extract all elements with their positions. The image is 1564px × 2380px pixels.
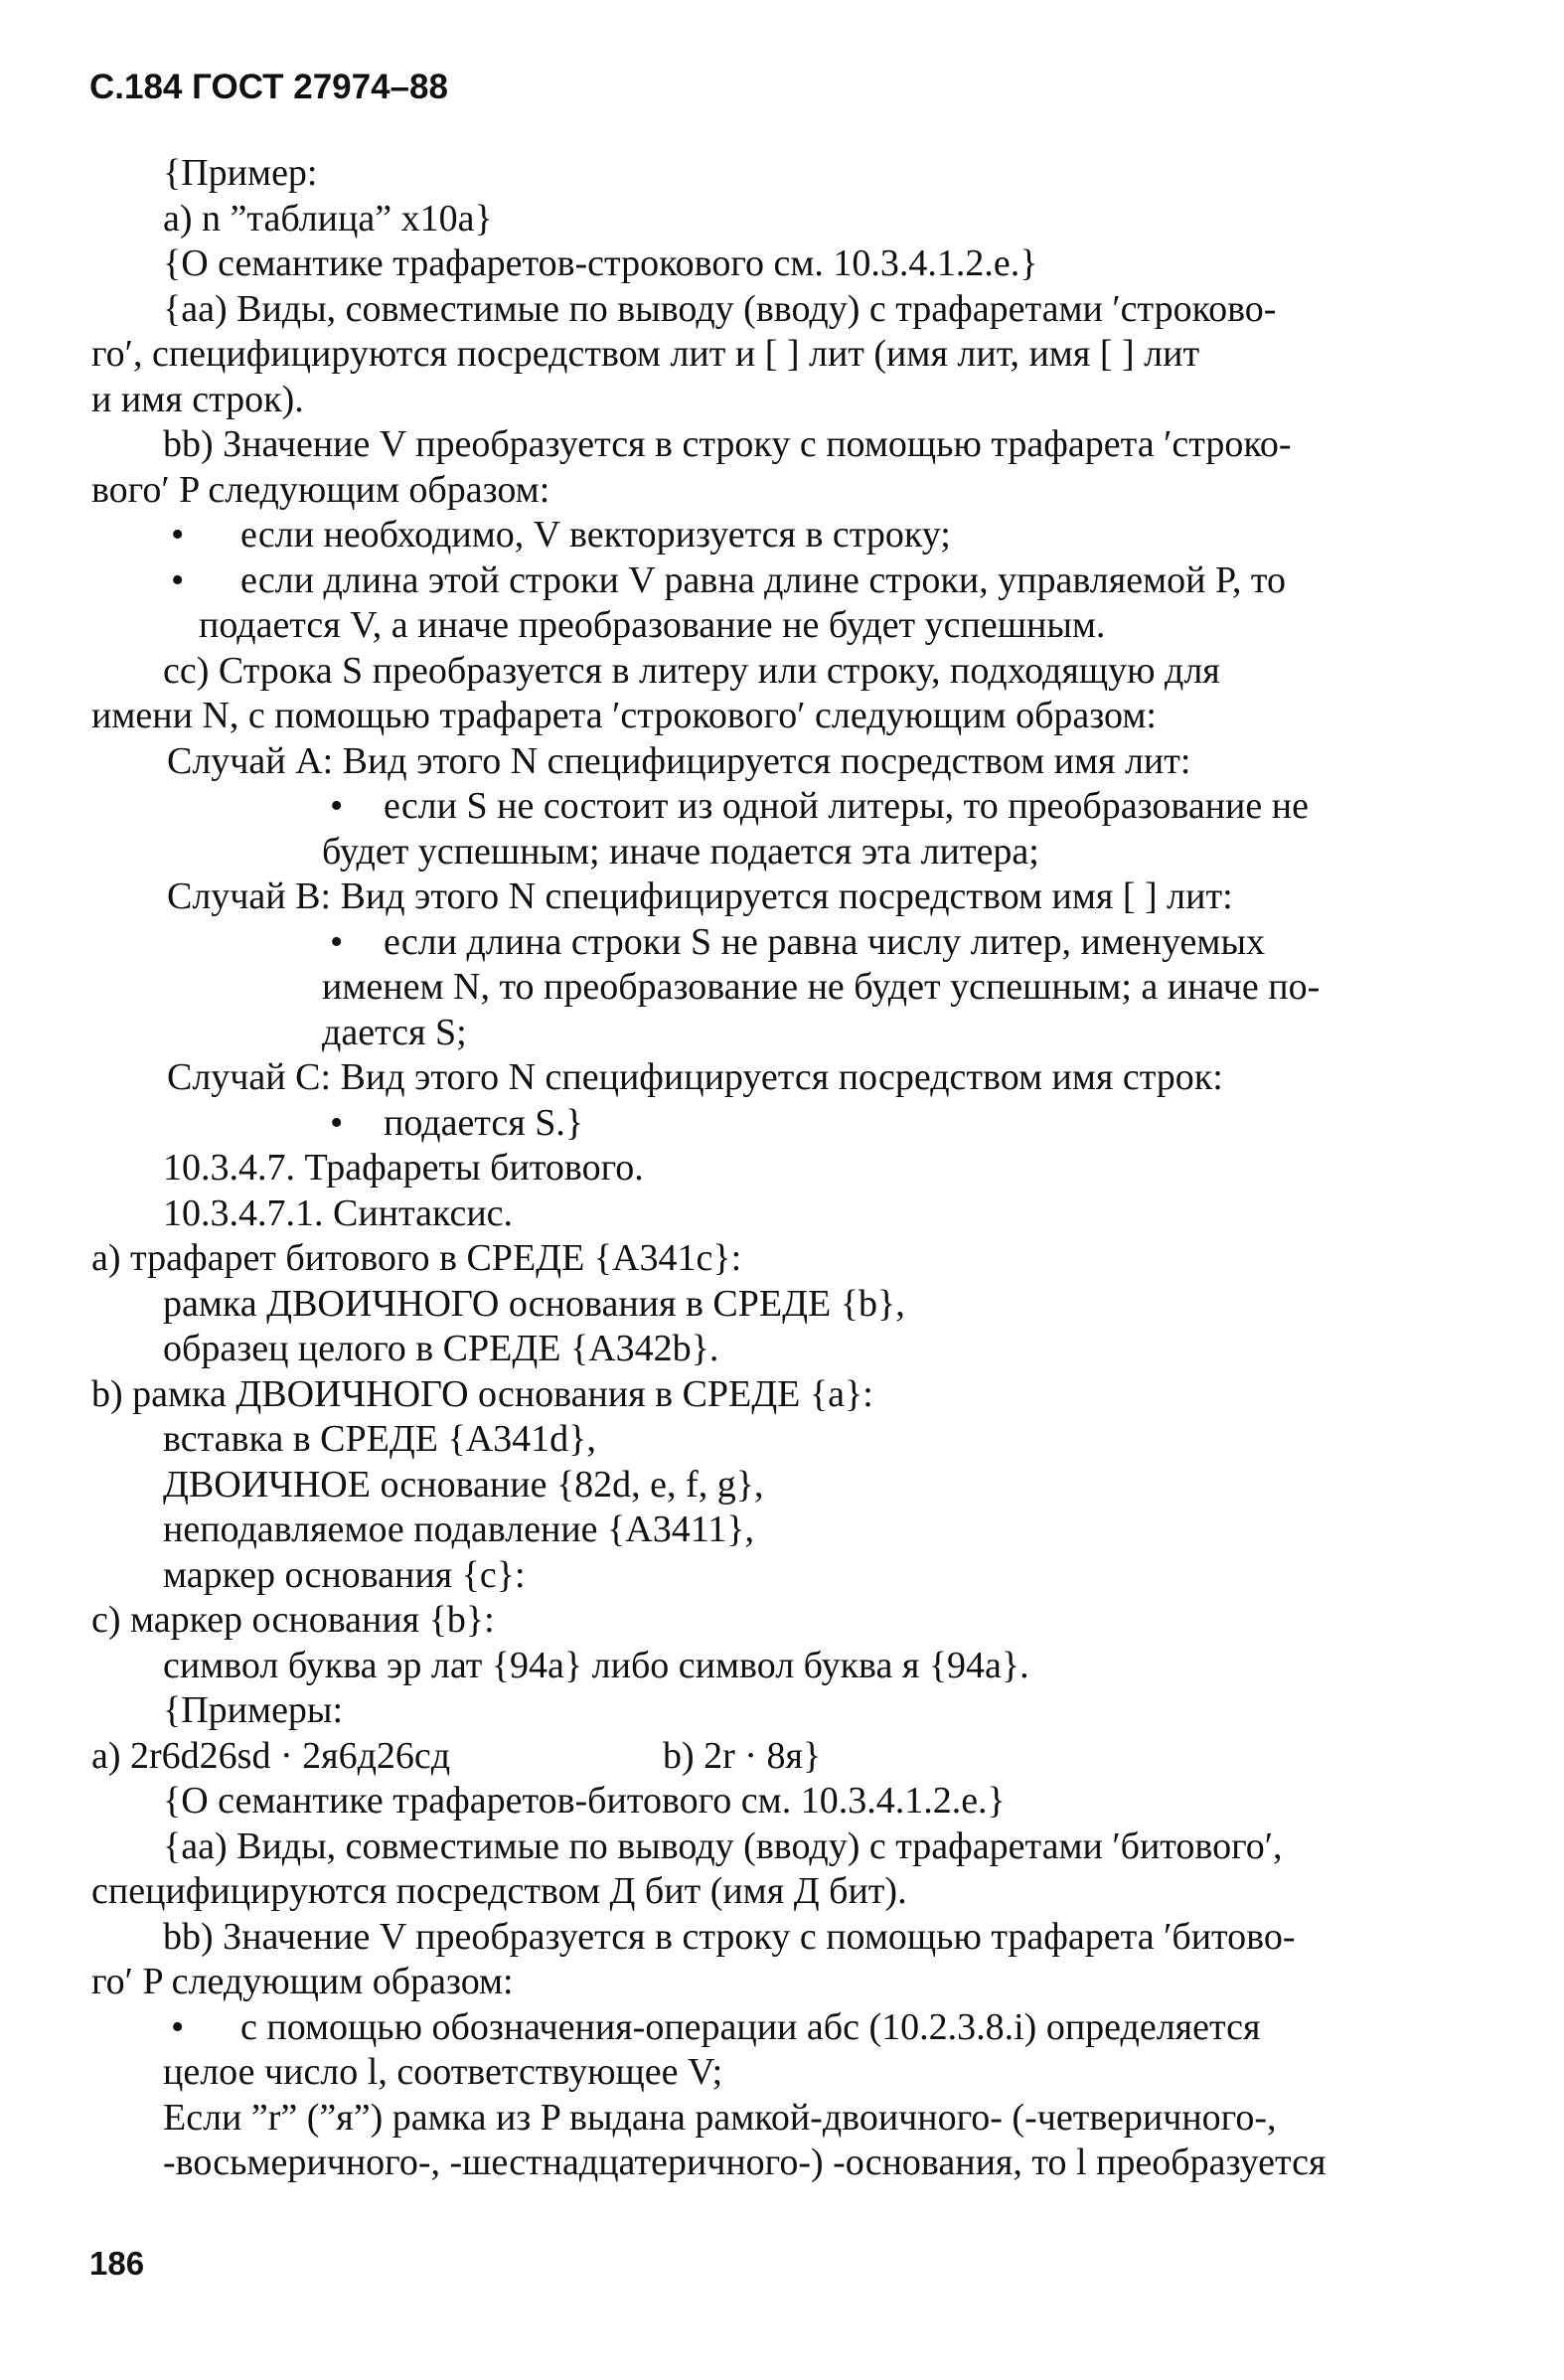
text-line: -восьмеричного-, -шестнадцатеричного-) -основания, то l преобразуется [163,2142,1327,2183]
syntax-line: маркер основания {c}: [163,1553,526,1596]
section-heading: 10.3.4.7.1. Синтаксис. [163,1191,514,1234]
page-number: 186 [89,2245,145,2282]
example-a: а) 2r6d26sd · 2я6д26сд [91,1734,451,1777]
case-line: Случай B: Вид этого N специфицируется посредством имя [ ] лит: [167,875,1233,917]
bullet-text: с помощью обозначения-операции абс (10.2.3.8.i) определяется [240,2005,1261,2048]
page-header: С.184 ГОСТ 27974–88 [89,68,448,106]
syntax-line: образец целого в СРЕДЕ {A342b}. [163,1328,719,1369]
text-line: {Примеры: [163,1689,344,1731]
text-line: будет успешным; иначе подается эта литера; [322,830,1039,873]
bullet-text: если необходимо, V векторизуется в строку; [240,514,951,555]
text-line: подается V, а иначе преобразование не будет успешным. [199,604,1106,646]
case-line: Случай A: Вид этого N специфицируется посредством имя лит: [167,739,1191,782]
bullet-icon: • [330,920,344,963]
text-line: го′, специфицируются посредством лит и [ ] лит (имя лит, имя [ ] лит [91,333,1200,375]
bullet-icon: • [171,514,185,555]
bullet-text: если длина этой строки V равна длине строки, управляемой P, то [240,558,1286,601]
page-body [91,151,1475,2186]
examples-row [91,1734,1475,1780]
text-line: специфицируются посредством Д бит (имя Д бит). [91,1870,907,1912]
text-line: {Пример: [163,152,318,194]
bullet-item [91,784,1475,830]
syntax-line: ДВОИЧНОЕ основание {82d, e, f, g}, [163,1463,764,1506]
text-line: именем N, то преобразование не будет успешным; а иначе по- [322,966,1321,1008]
bullet-item [91,1101,1475,1147]
syntax-line: рамка ДВОИЧНОГО основания в СРЕДЕ {b}, [163,1282,905,1325]
bullet-text: если S не состоит из одной литеры, то преобразование не [384,785,1309,827]
text-line: дается S; [322,1011,467,1053]
section-heading: 10.3.4.7. Трафареты битового. [163,1147,644,1189]
text-line: {О семантике трафаретов-битового см. 10.3.4.1.2.е.} [163,1780,1006,1822]
text-line: имени N, с помощью трафарета ′строкового′ следующим образом: [91,695,1157,736]
bullet-text: если длина строки S не равна числу литер, именуемых [384,920,1265,963]
bullet-icon: • [171,558,185,601]
syntax-line: вставка в СРЕДЕ {A341d}, [163,1418,596,1460]
syntax-line: символ буква эр лат {94a} либо символ буква я {94a}. [163,1644,1029,1686]
text-line: bb) Значение V преобразуется в строку с помощью трафарета ′строко- [163,423,1292,465]
text-line: {аа) Виды, совместимые по выводу (вводу) с трафаретами ′строково- [163,287,1277,330]
text-line: Если ”r” (”я”) рамка из P выдана рамкой-двоичного- (-четверичного-, [163,2096,1277,2139]
text-line: {О семантике трафаретов-строкового см. 10.3.4.1.2.е.} [163,242,1038,284]
text-line: bb) Значение V преобразуется в строку с помощью трафарета ′битово- [163,1915,1296,1958]
syntax-line: неподавляемое подавление {A3411}, [163,1508,755,1550]
bullet-item [91,558,1475,604]
bullet-icon: • [171,2005,185,2048]
case-line: Случай C: Вид этого N специфицируется посредством имя строк: [167,1056,1223,1098]
text-line: го′ P следующим образом: [91,1961,514,2002]
bullet-item [91,920,1475,966]
text-line: cc) Строка S преобразуется в литеру или строку, подходящую для [163,649,1220,692]
text-line: а) n ”таблица” x10a} [163,197,493,239]
bullet-item [91,513,1475,558]
bullet-icon: • [330,1101,344,1144]
text-line: вого′ P следующим образом: [91,468,550,511]
syntax-rule: c) маркер основания {b}: [91,1599,495,1641]
text-line: {аа) Виды, совместимые по выводу (вводу) с трафаретами ′битового′, [163,1825,1283,1867]
bullet-icon: • [330,785,344,827]
example-b: b) 2r · 8я} [663,1734,822,1777]
bullet-item [91,2005,1475,2051]
bullet-text: подается S.} [384,1101,584,1144]
syntax-rule: b) рамка ДВОИЧНОГО основания в СРЕДЕ {a}: [91,1372,873,1415]
syntax-rule: а) трафарет битового в СРЕДЕ {A341c}: [91,1237,742,1279]
text-line: целое число l, соответствующее V; [163,2051,723,2093]
text-line: и имя строк). [91,378,304,420]
